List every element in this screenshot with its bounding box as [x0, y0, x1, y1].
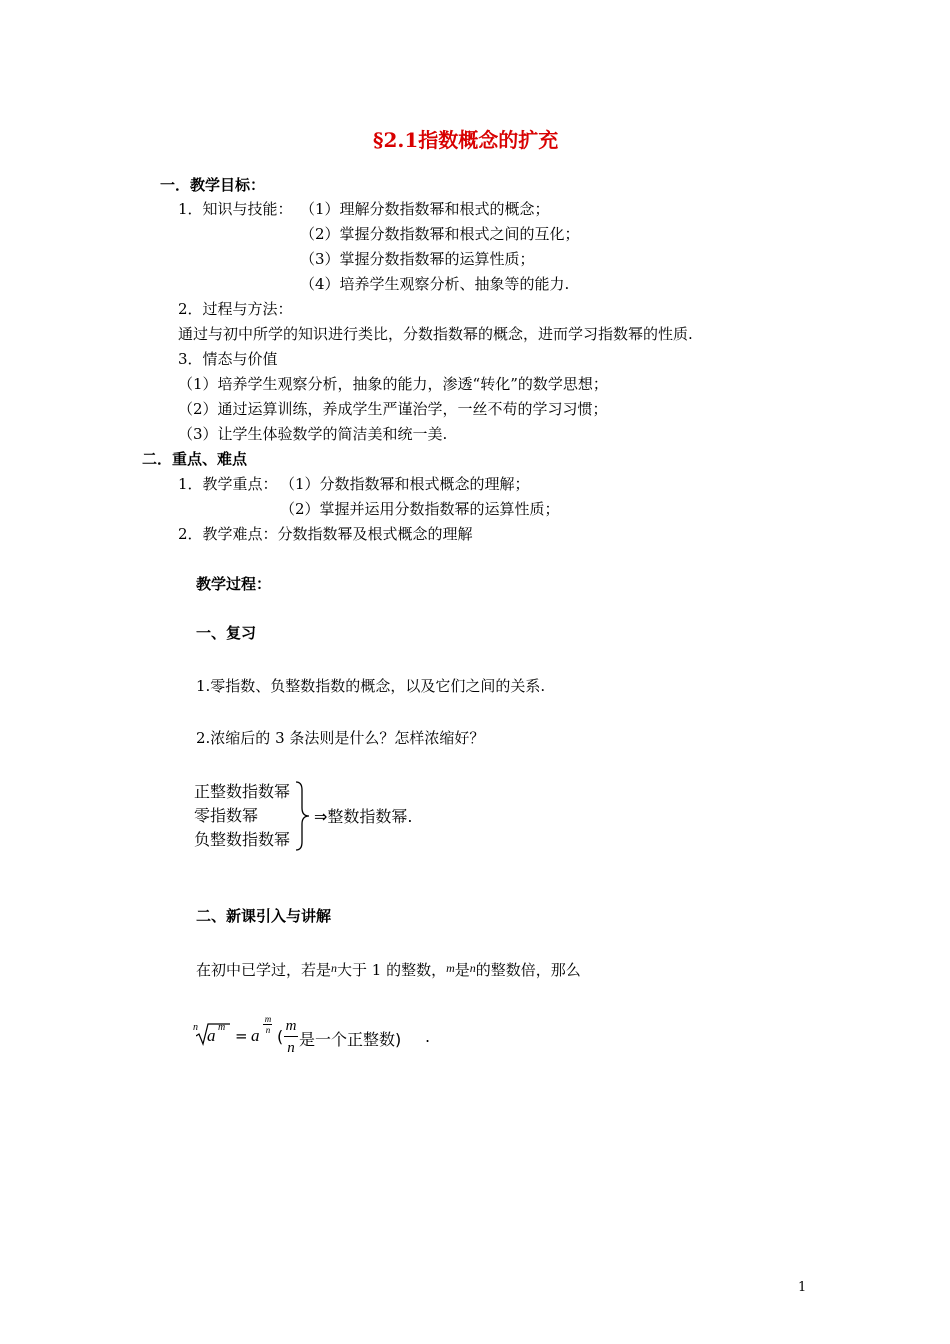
- process-label: 2．过程与方法：: [178, 300, 293, 318]
- key-line-2: （2）掌握并运用分数指数幂的运算性质；: [280, 500, 560, 518]
- right-brace-icon: [294, 780, 312, 852]
- new-text-part-4: 的整数倍，那么: [475, 961, 581, 979]
- frac-num: m: [285, 1018, 297, 1034]
- knowledge-line-3: （3）掌握分数指数幂的运算性质；: [300, 250, 535, 268]
- brace-list: [194, 780, 290, 852]
- difficulty-text: 2．教学难点：分数指数幂及根式概念的理解: [178, 525, 473, 543]
- values-label: 3．情态与价值: [178, 350, 278, 368]
- new-text-part-1: 在初中已学过，若是: [196, 961, 332, 979]
- root-index: n: [193, 1022, 198, 1033]
- new-text-part-3: 是: [454, 961, 470, 979]
- process-heading: 教学过程：: [196, 575, 272, 593]
- rhs-exp-den: n: [265, 1025, 271, 1035]
- page-title: §2.1指数概念的扩充: [373, 128, 559, 152]
- knowledge-label: 1．知识与技能：: [178, 200, 293, 218]
- brace-item-zero: 零指数幂: [194, 806, 259, 825]
- page-number: 1: [798, 1280, 807, 1295]
- brace-item-positive: 正整数指数幂: [194, 782, 291, 801]
- section-heading-goals: 一．教学目标：: [160, 176, 266, 194]
- var-n-2: n: [469, 961, 476, 975]
- rhs-exp-num: m: [264, 1014, 272, 1024]
- frac-den: n: [287, 1040, 295, 1056]
- section-heading-keypoints: 二．重点、难点: [142, 450, 248, 468]
- rhs-base: a: [251, 1026, 260, 1045]
- formula-end: .: [425, 1027, 431, 1046]
- values-line-1: （1）培养学生观察分析，抽象的能力，渗透“转化”的数学思想；: [178, 375, 608, 393]
- review-question-2: 2.浓缩后的 3 条法则是什么？怎样浓缩好？: [196, 729, 485, 747]
- var-m: m: [446, 961, 455, 975]
- new-lesson-text: [196, 958, 581, 980]
- new-text-part-2: 大于 1 的整数，: [337, 961, 447, 979]
- review-question-1: 1.零指数、负整数指数的概念，以及它们之间的关系.: [196, 677, 546, 695]
- radicand-exp: m: [218, 1022, 226, 1033]
- key-line-1: （1）分数指数幂和根式概念的理解；: [280, 475, 530, 493]
- brace-item-negative: 负整数指数幂: [194, 830, 291, 849]
- values-line-2: （2）通过运算训练，养成学生严谨治学，一丝不苟的学习习惯；: [178, 400, 608, 418]
- new-lesson-heading: 二、新课引入与讲解: [196, 907, 332, 925]
- review-heading: 一、复习: [196, 624, 257, 642]
- values-line-3: （3）让学生体验数学的简洁美和统一美.: [178, 425, 448, 443]
- formula-equals: =: [235, 1027, 248, 1045]
- paren-open: (: [277, 1027, 284, 1046]
- process-text: 通过与初中所学的知识进行类比，分数指数幂的概念，进而学习指数幂的性质.: [178, 325, 693, 343]
- key-label: 1．教学重点：: [178, 475, 278, 493]
- radicand-base: a: [207, 1026, 216, 1045]
- frac-bar: [284, 1036, 298, 1037]
- brace-result: ⇒整数指数幂.: [314, 807, 413, 826]
- knowledge-line-4: （4）培养学生观察分析、抽象等的能力.: [300, 275, 570, 293]
- var-n-1: n: [331, 961, 338, 975]
- knowledge-line-1: （1）理解分数指数幂和根式的概念；: [300, 200, 550, 218]
- knowledge-line-2: （2）掌握分数指数幂和根式之间的互化；: [300, 225, 580, 243]
- paren-text: 是一个正整数): [299, 1030, 402, 1049]
